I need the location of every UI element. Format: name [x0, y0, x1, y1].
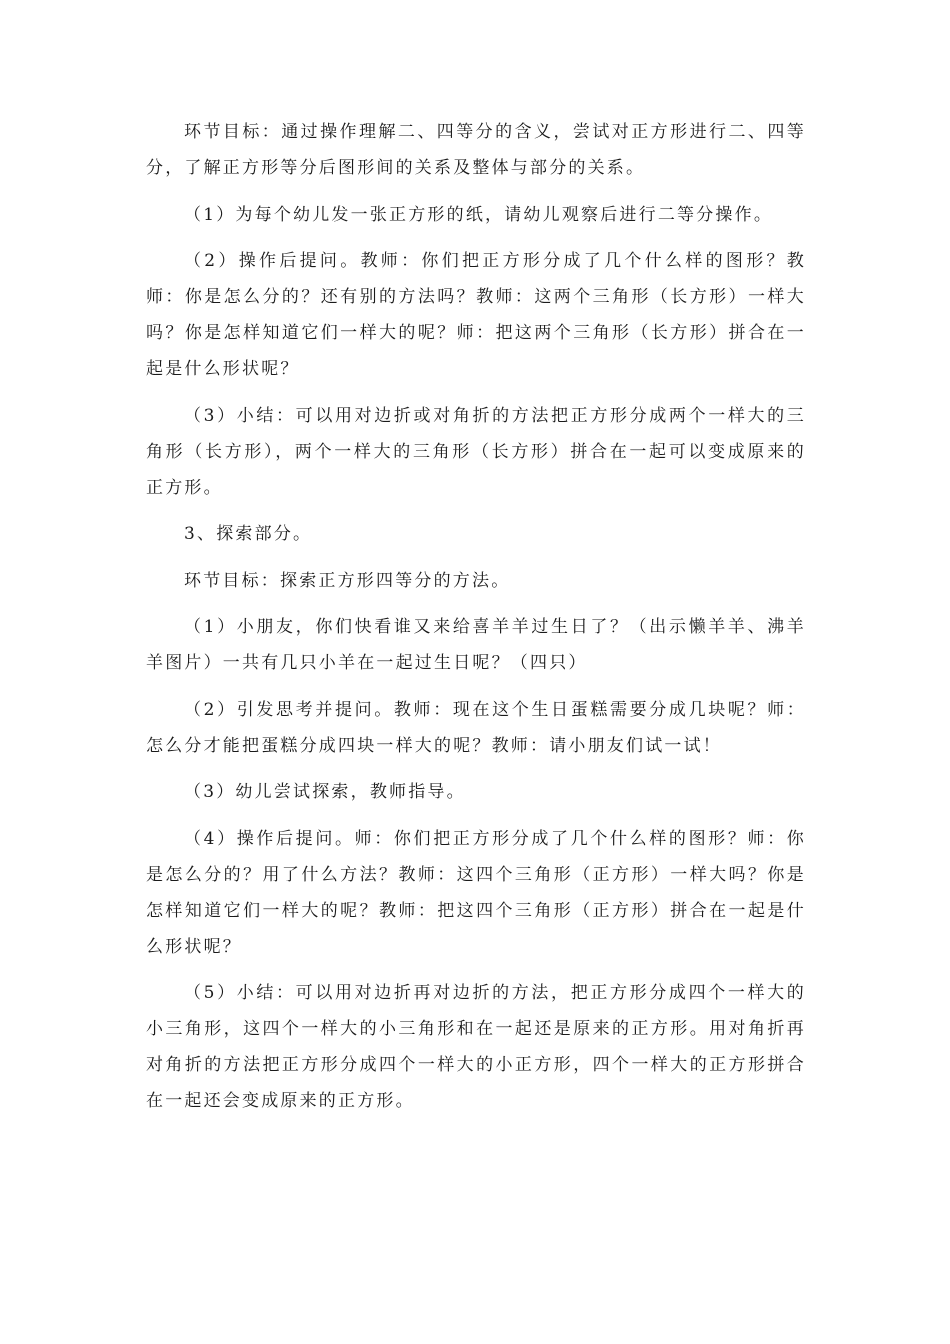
paragraph-explore-step-1: （1）小朋友，你们快看谁又来给喜羊羊过生日了？（出示懒羊羊、沸羊羊图片）一共有几只小羊在一起过生日呢？（四只）	[146, 617, 806, 673]
paragraph-explore-step-3: （3）幼儿尝试探索，教师指导。	[184, 782, 466, 802]
paragraph-step-3-summary: （3）小结：可以用对边折或对角折的方法把正方形分成两个一样大的三角形（长方形），两个一样大的三角形（长方形）拼合在一起可以变成原来的正方形。	[146, 405, 806, 498]
paragraph-step-2: （2）操作后提问。教师：你们把正方形分成了几个什么样的图形？教师：你是怎么分的？还有别的方法吗？教师：这两个三角形（长方形）一样大吗？你是怎样知道它们一样大的呢？师：把这两个三角形（长方形）拼合在一起是什么形状呢？	[146, 251, 806, 379]
document-body	[146, 114, 806, 1130]
paragraph-explore-goal: 环节目标：探索正方形四等分的方法。	[184, 570, 511, 591]
section-heading-explore: 3、探索部分。	[184, 524, 313, 544]
paragraph-explore-step-4: （4）操作后提问。师：你们把正方形分成了几个什么样的图形？师：你是怎么分的？用了什么方法？教师：这四个三角形（正方形）一样大吗？你是怎样知道它们一样大的呢？教师：把这四个三角形（正方形）拼合在一起是什么形状呢？	[146, 828, 806, 957]
paragraph-step-1: （1）为每个幼儿发一张正方形的纸，请幼儿观察后进行二等分操作。	[184, 204, 774, 225]
paragraph-section-goal: 环节目标：通过操作理解二、四等分的含义，尝试对正方形进行二、四等分，了解正方形等分后图形间的关系及整体与部分的关系。	[146, 122, 806, 178]
paragraph-explore-step-2: （2）引发思考并提问。教师：现在这个生日蛋糕需要分成几块呢？师：怎么分才能把蛋糕分成四块一样大的呢？教师：请小朋友们试一试！	[146, 699, 806, 756]
paragraph-explore-step-5-summary: （5）小结：可以用对边折再对边折的方法，把正方形分成四个一样大的小三角形，这四个一样大的小三角形和在一起还是原来的正方形。用对角折再对角折的方法把正方形分成四个一样大的小正方形，四个一样大的正方形拼合在一起还会变成原来的正方形。	[146, 983, 806, 1111]
